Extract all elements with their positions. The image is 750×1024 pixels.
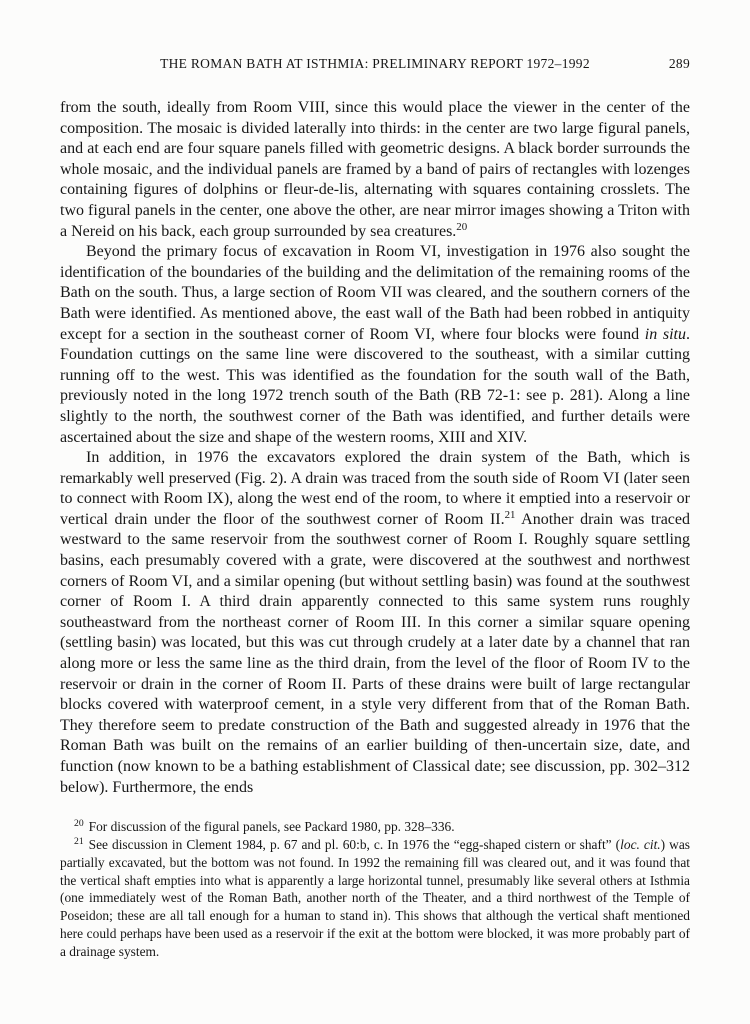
paragraph: [60, 242, 690, 448]
footnote-reference: 21: [504, 508, 516, 521]
text-segment: from the south, ideally from Room VIII, since this would place the viewer in the center of the composition. The mosaic is divided laterally into thirds: in the center are two large figural panels, and at each end are four square panels filled with geometric designs. A black border surrounds the whole mosaic, and the individual panels are framed by a band of pairs of rectangles with lozenges containing figures of dolphins or fleur-de-lis, alternating with squares containing crosslets. The two figural panels in the center, one above the other, are near mirror images showing a Triton with a Nereid on his back, each group surrounded by sea creatures.: [60, 99, 690, 240]
text-segment: In addition, in 1976 the excavators explored the drain system of the Bath, which is remarkably well preserved (Fig. 2). A drain was traced from the south side of Room VI (later seen to connect with Room IX), along the west end of the room, to where it emptied into a reservoir or vertical drain under the floor of the southwest corner of Room II.: [60, 449, 690, 528]
paragraph: [60, 448, 690, 798]
footnote-marker: 20: [74, 818, 84, 830]
text-segment: in situ: [644, 325, 687, 343]
footnote: [60, 818, 690, 836]
text-segment: . Foundation cuttings on the same line were discovered to the southeast, with a similar cutting running off to the west. This was identified as the foundation for the south wall of the Bath, previously noted in the long 1972 trench south of the Bath (RB 72-1: see p. 281). Along a line slightly to the north, the southwest corner of the Bath was identified, and further details were ascertained about the size and shape of the western rooms, XIII and XIV.: [60, 325, 691, 446]
text-segment: ) was partially excavated, but the bottom was not found. In 1992 the remaining fill was cleared out, and it was found that the vertical shaft empties into what is apparently a large horizontal tunnel, presumably like several others at Isthmia (one immediately west of the Roman Bath, another north of the Theater, and a third northwest of the Temple of Poseidon; these are all tall enough for a human to stand in). This shows that although the vertical shaft mentioned here could perhaps have been used as a reservoir if the exit at the bottom were blocked, it was more probably part of a drainage system.: [60, 836, 690, 959]
text-segment: See discussion in Clement 1984, p. 67 and pl. 60:b, c. In 1976 the “egg-shaped cistern or shaft” (: [88, 836, 621, 852]
paragraph: [60, 98, 690, 242]
footnote-marker: 21: [74, 836, 84, 848]
footnote-section: [60, 818, 690, 960]
text-segment: loc. cit.: [620, 836, 661, 852]
text-segment: Beyond the primary focus of excavation in Room VI, investigation in 1976 also sought the identification of the boundaries of the building and the delimitation of the remaining rooms of the Bath on the south. Thus, a large section of Room VII was cleared, and the southern corners of the Bath were identified. As mentioned above, the east wall of the Bath had been robbed in antiquity except for a section in the southeast corner of Room VI, where four blocks were found: [60, 243, 690, 343]
page-number: 289: [668, 56, 690, 71]
text-segment: Another drain was traced westward to the same reservoir from the southwest corner of Room I. Roughly square settling basins, each presumably covered with a grate, were discovered at the southwest and northwest corners of Room VI, and a similar opening (but without settling basin) was found at the southwest corner of Room I. A third drain apparently connected to this same system runs roughly southeastward from the northeast corner of Room III. In this corner a similar square opening (settling basin) was located, but this was cut through crudely at a later date by a channel that ran along more or less the same line as the third drain, from the level of the floor of Room IV to the reservoir or drain in the corner of Room II. Parts of these drains were built of large rectangular blocks covered with waterproof cement, in a style very different from that of the Roman Bath. They therefore seem to predate construction of the Bath and suggested already in 1976 that the Roman Bath was built on the remains of an earlier building of then-uncertain size, date, and function (now known to be a bathing establishment of Classical date; see discussion, pp. 302–312 below). Furthermore, the ends: [60, 510, 690, 796]
running-head: THE ROMAN BATH AT ISTHMIA: PRELIMINARY REPORT 1972–1992: [160, 56, 590, 71]
text-segment: For discussion of the figural panels, see Packard 1980, pp. 328–336.: [88, 819, 455, 835]
page-header: [60, 56, 690, 74]
footnote: [60, 836, 690, 961]
footnote-reference: 20: [456, 220, 468, 233]
body-text: [60, 98, 690, 798]
